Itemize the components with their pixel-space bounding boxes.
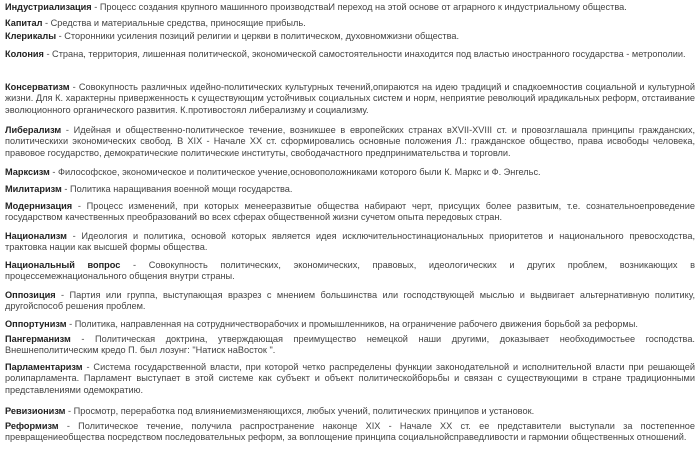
glossary-entry [5, 362, 695, 396]
glossary-entry [5, 2, 695, 13]
glossary-term: Индустриализация [5, 2, 92, 12]
glossary-entry [5, 290, 695, 313]
glossary-definition: - Сторонники усиления позиций религии и церкви в политическом, духовномжизни общества. [56, 31, 460, 41]
glossary-term: Милитаризм [5, 184, 62, 194]
glossary-entry [5, 319, 695, 330]
glossary-entry [5, 49, 695, 60]
glossary-entry [5, 82, 695, 116]
glossary-definition: - Процесс изменений, при которых менееразвитые общества набирают черт, присущих более развитым, т.е. сознательноепроведение государством качественных преобразований во всех сферах общественной жизни сучетом опыта передовых стран. [5, 201, 695, 223]
glossary-entry [5, 18, 695, 29]
glossary-entry [5, 231, 695, 254]
glossary-entry [5, 260, 695, 283]
glossary-term: Пангерманизм [5, 334, 71, 344]
glossary-definition: - Совокупность различных идейно-политических культурных течений,опираются на идею традиций и спадкоемностив социальной и культурной жизни. Для К. характерны приверженность к существующим устойчивых социальных систем и норм, неприятие революций ирадикальных реформ, отстаивание эволюционного органического развития. К.противостоял либерализму и социализму. [5, 82, 695, 115]
glossary-entry [5, 201, 695, 224]
glossary-definition: - Политика, направленная на сотрудничестворабочих и промышленников, на ограничение рабочего движения борьбой за реформы. [66, 319, 638, 329]
glossary-definition: - Идеология и политика, основой которых является идея исключительностинациональных приоритетов и национального превосходства, трактовка нации как высшей формы общества. [5, 231, 695, 253]
glossary-entry [5, 184, 695, 195]
glossary-definition: - Система государственной власти, при которой четко распределены функции законодательной и исполнительной власти при решающей ролипарламента. Парламент выступает в этой системе как субъект и объект политическойборьбы и связан с существующими в стране традиционными представлениями одемократию. [5, 362, 695, 395]
glossary-definition: - Политика наращивания военной мощи государства. [61, 184, 293, 194]
glossary-term: Колония [5, 49, 44, 59]
glossary-term: Оппозиция [5, 290, 56, 300]
glossary-entry [5, 31, 695, 42]
glossary-term: Национальный вопрос [5, 260, 121, 270]
glossary-term: Модернизация [5, 201, 73, 211]
glossary-term: Клерикалы [5, 31, 57, 41]
glossary-term: Парламентаризм [5, 362, 83, 372]
glossary-definition: - Средства и материальные средства, приносящие прибыль. [42, 18, 306, 28]
glossary-entry [5, 125, 695, 159]
glossary-definition: - Философское, экономическое и политическое учение,основоположниками которого были К. Маркс и Ф. Энгельс. [49, 167, 541, 177]
glossary-entry [5, 421, 695, 444]
glossary-term: Реформизм [5, 421, 59, 431]
glossary-definition: - Идейная и общественно-политическое течение, возникшее в европейских странах вXVII-XVIII ст. и провозглашала принципы гражданских, политическихи экономических свобод. В XIX - Начале XX ст. сформировались основные положения Л.: гражданское общество, права исвободы человека, правовое государство, демократические политические институты, свободачастного предпринимательства и торговли. [5, 125, 695, 158]
glossary-entry [5, 167, 695, 178]
glossary-term: Национализм [5, 231, 67, 241]
glossary-term: Ревизионизм [5, 406, 66, 416]
glossary-definition: - Процесс создания крупного машинного производстваИ переход на этой основе от аграрного к индустриальному общества. [91, 2, 627, 12]
glossary-entry [5, 406, 695, 417]
glossary-definition: - Совокупность политических, экономических, правовых, идеологических и других проблем, возникающих в процессемежнационального общения внутри страны. [5, 260, 695, 282]
glossary-entry [5, 334, 695, 357]
glossary-term: Оппортунизм [5, 319, 67, 329]
glossary-definition: - Политическое течение, получила распространение наконце XIX - Начале XX ст. ее представители выступали за постепенное превращениеобщества посредством последовательных реформ, за воплощение принципа социальнойсправедливости и гармонии общественных отношений. [5, 421, 695, 443]
glossary-definition: - Партия или группа, выступающая вразрез с мнением большинства или господствующей мыслью и выдвигает альтернативную политику, другойспособ решения проблем. [5, 290, 695, 312]
glossary-definition: - Просмотр, переработка под влияниемизменяющихся, любых учений, политических принципов и установок. [65, 406, 535, 416]
glossary-definition: - Политическая доктрина, утверждающая преимущество немецкой наши другими, доказывает необходимостьее господства. Внешнеполитическим кредо П. был лозунг: "Натиск наВосток ". [5, 334, 695, 356]
glossary-term: Консерватизм [5, 82, 70, 92]
glossary-term: Марксизм [5, 167, 50, 177]
glossary-definition: - Страна, территория, лишенная политической, экономической самостоятельности инаходится под властью иностранного государства - метрополии. [43, 49, 686, 59]
glossary-term: Либерализм [5, 125, 62, 135]
glossary-term: Капитал [5, 18, 43, 28]
